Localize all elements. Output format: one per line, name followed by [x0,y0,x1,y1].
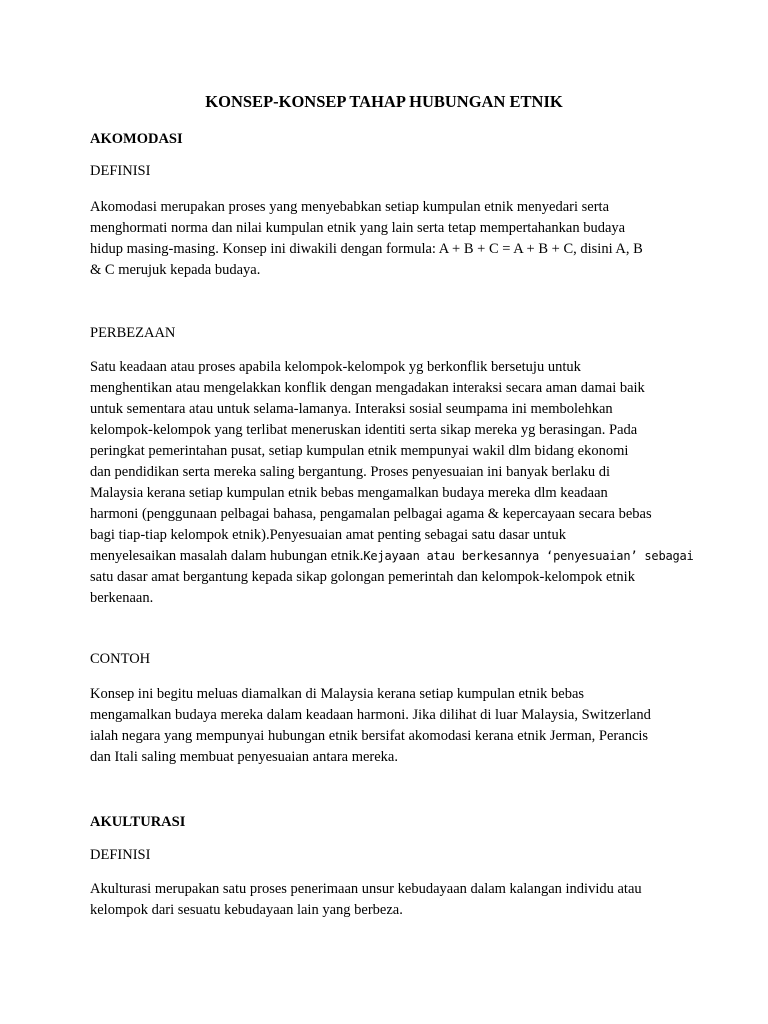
akomodasi-perbezaan-label: PERBEZAAN [90,325,176,341]
paragraph-line [90,546,694,567]
paragraph-line: peringkat pemerintahan pusat, setiap kumpulan etnik mempunyai wakil dlm bidang ekonomi [90,443,629,459]
akulturasi-heading: AKULTURASI [90,814,186,830]
paragraph-line: dan Itali saling membuat penyesuaian antara mereka. [90,749,398,765]
paragraph-line: hidup masing-masing. Konsep ini diwakili dengan formula: A + B + C = A + B + C, disini A, B [90,241,643,257]
akomodasi-contoh-label: CONTOH [90,651,151,667]
paragraph-line: Akulturasi merupakan satu proses penerimaan unsur kebudayaan dalam kalangan individu atau [90,881,642,897]
akomodasi-perbezaan-paragraph [90,357,694,609]
paragraph-line: kelompok dari sesuatu kebudayaan lain yang berbeza. [90,902,403,918]
paragraph-line: mengamalkan budaya mereka dalam keadaan harmoni. Jika dilihat di luar Malaysia, Switzerland [90,707,651,723]
akulturasi-definisi-paragraph [90,879,690,921]
paragraph-line: Malaysia kerana setiap kumpulan etnik bebas mengamalkan budaya mereka dlm keadaan [90,485,608,501]
paragraph-text: menyelesaikan masalah dalam hubungan etnik. [90,548,364,564]
akomodasi-definisi-label: DEFINISI [90,163,151,179]
paragraph-line: menghentikan atau mengelakkan konflik dengan mengadakan interaksi secara aman damai baik [90,380,645,396]
akulturasi-definisi-label: DEFINISI [90,847,151,863]
paragraph-line: untuk sementara atau untuk selama-lamanya. Interaksi sosial seumpama ini membolehkan [90,401,613,417]
akomodasi-contoh-paragraph [90,684,690,768]
paragraph-line: & C merujuk kepada budaya. [90,262,261,278]
paragraph-line: dan pendidikan serta mereka saling bergantung. Proses penyesuaian ini banyak berlaku di [90,464,610,480]
paragraph-line: Konsep ini begitu meluas diamalkan di Malaysia kerana setiap kumpulan etnik bebas [90,686,585,702]
paragraph-line: bagi tiap-tiap kelompok etnik).Penyesuaian amat penting sebagai satu dasar untuk [90,527,566,543]
paragraph-line: kelompok-kelompok yang terlibat meneruskan identiti serta sikap mereka yg berasingan. Pada [90,422,638,438]
paragraph-line: berkenaan. [90,590,154,606]
paragraph-line: menghormati norma dan nilai kumpulan etnik yang lain serta tetap mempertahankan budaya [90,220,626,236]
paragraph-line: ialah negara yang mempunyai hubungan etnik bersifat akomodasi kerana etnik Jerman, Perancis [90,728,649,744]
paragraph-line: satu dasar amat bergantung kepada sikap golongan pemerintah dan kelompok-kelompok etnik [90,569,635,585]
document-title: KONSEP-KONSEP TAHAP HUBUNGAN ETNIK [205,92,563,111]
paragraph-line: Akomodasi merupakan proses yang menyebabkan setiap kumpulan etnik menyedari serta [90,199,610,215]
paragraph-line: harmoni (penggunaan pelbagai bahasa, pengamalan pelbagai agama & kepercayaan secara bebas [90,506,652,522]
paragraph-line: Satu keadaan atau proses apabila kelompok-kelompok yg berkonflik bersetuju untuk [90,359,581,375]
akomodasi-heading: AKOMODASI [90,131,183,147]
paragraph-text-mono: Kejayaan atau berkesannya ‘penyesuaian’ sebagai [363,549,694,563]
akomodasi-definisi-paragraph [90,197,690,281]
